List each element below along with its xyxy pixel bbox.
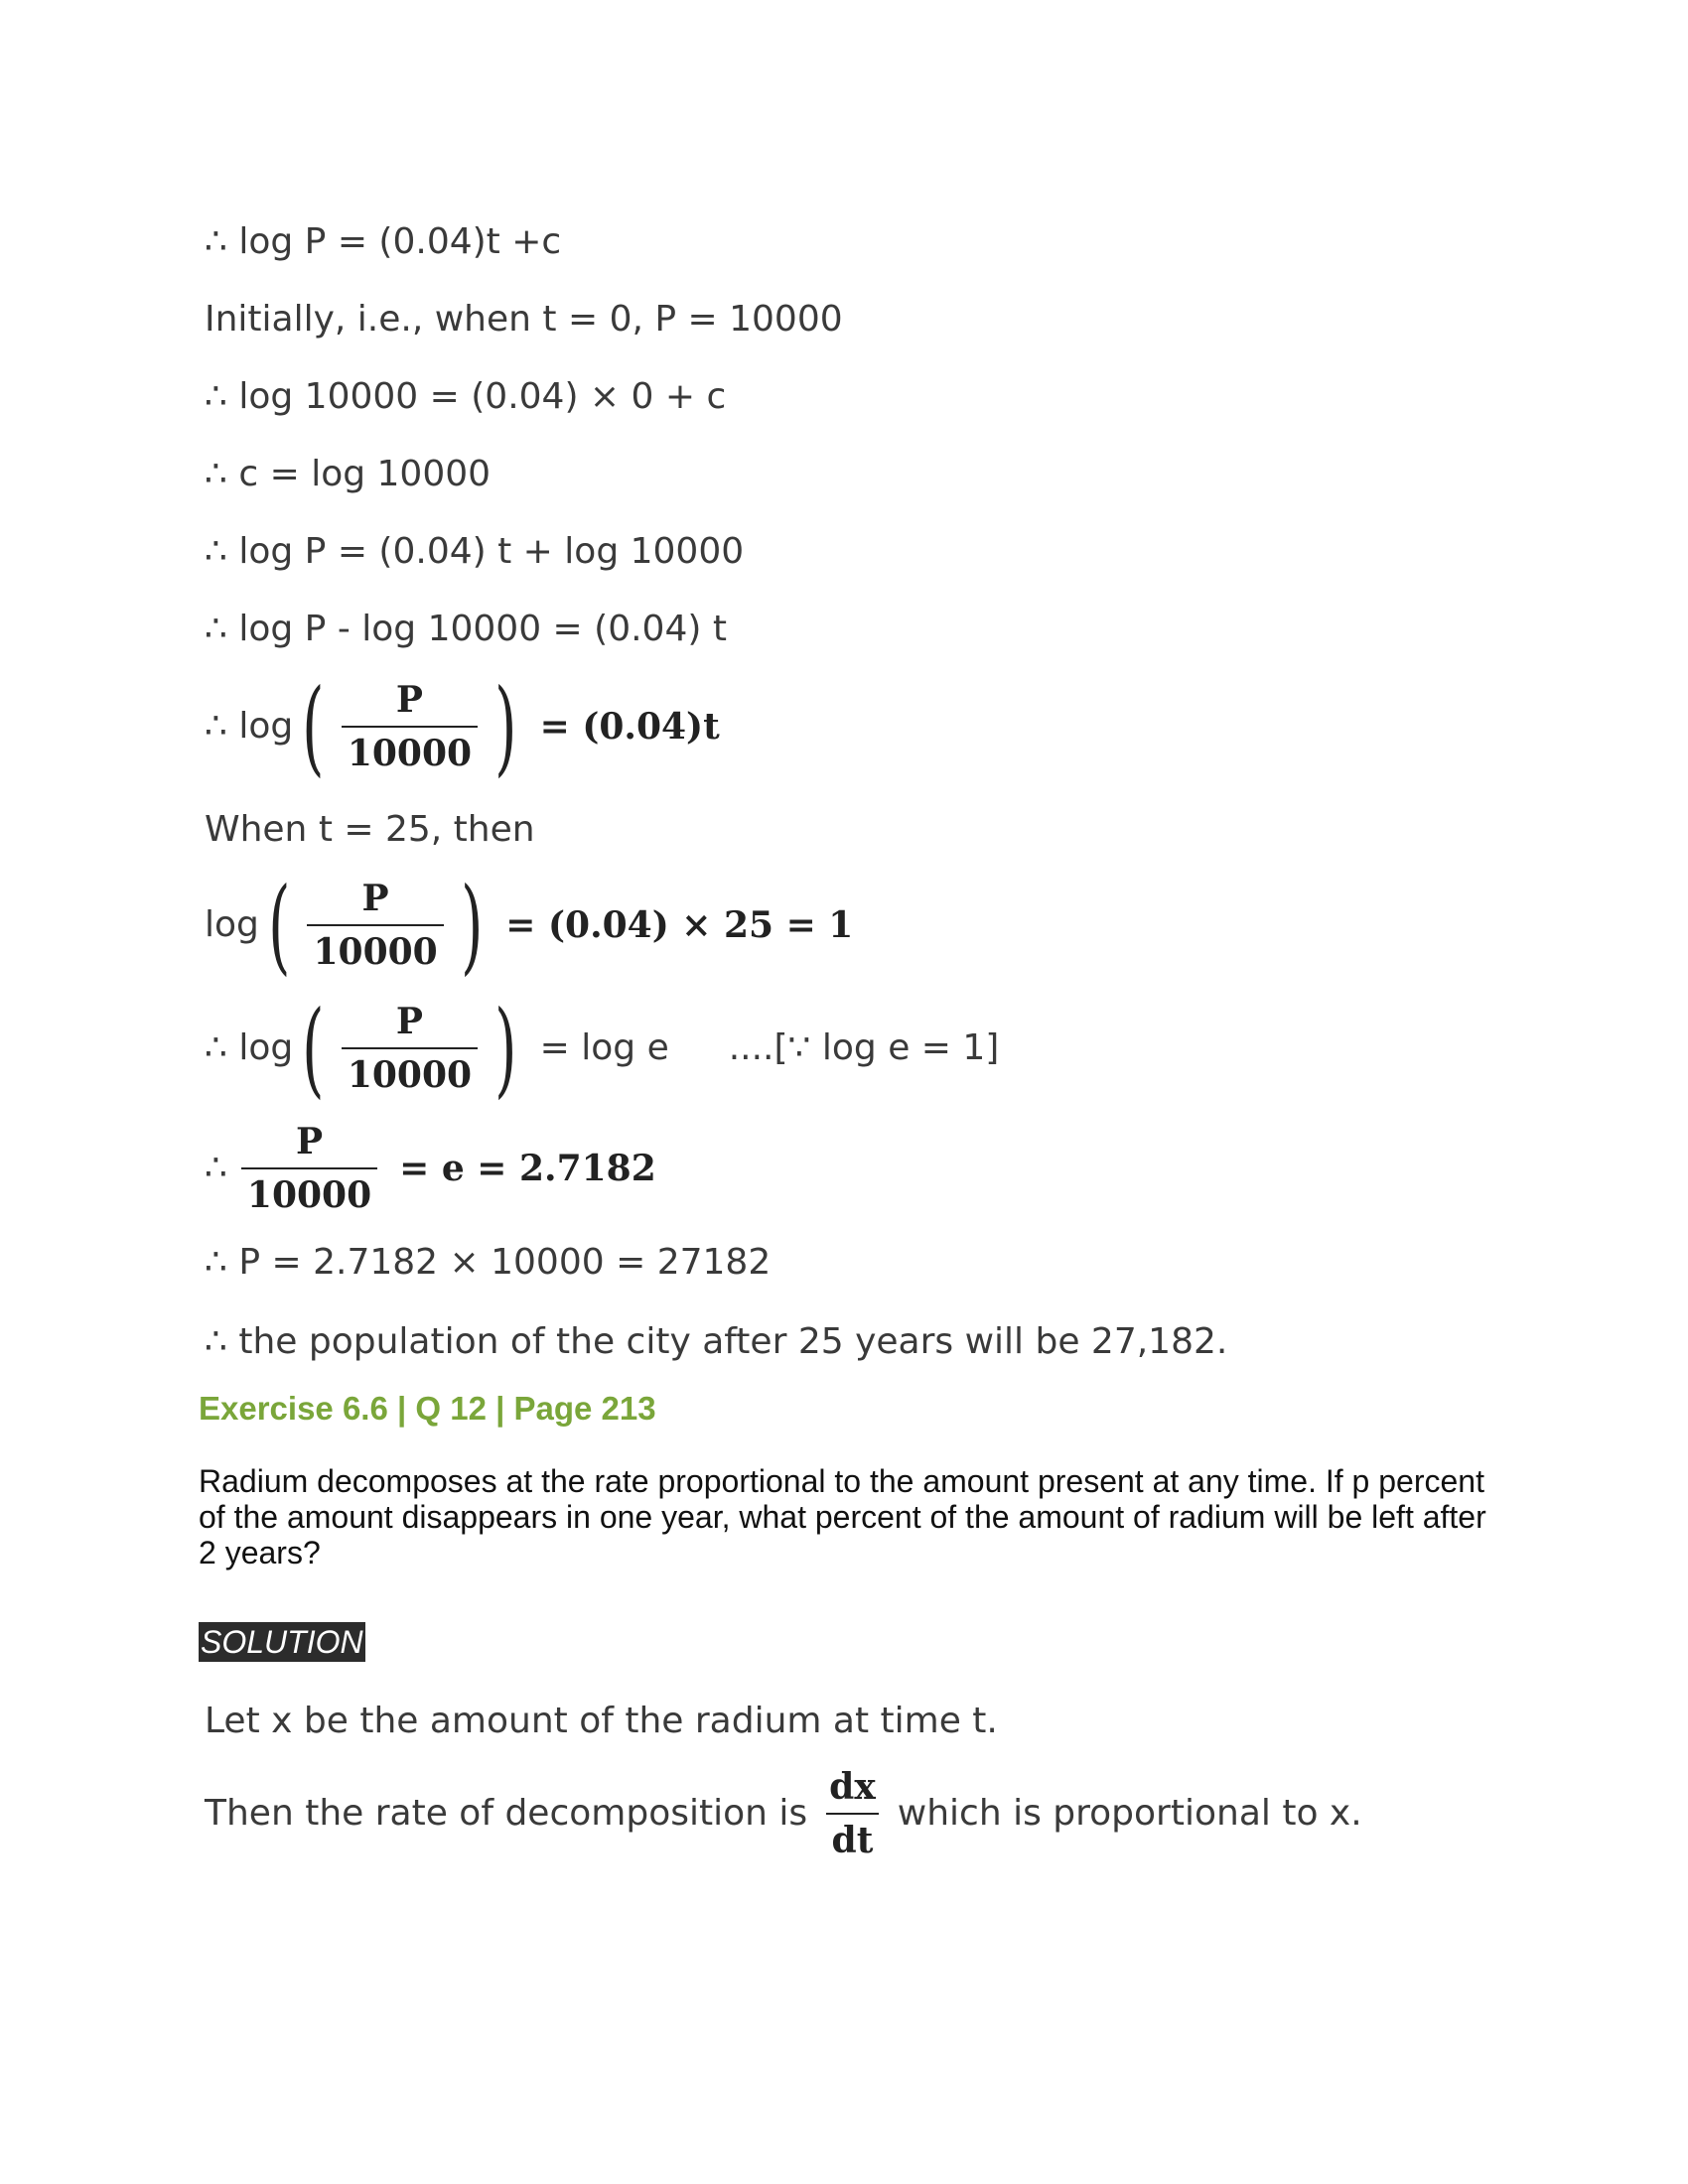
conclusion-line: ∴ the population of the city after 25 years will be 27,182. bbox=[205, 1321, 1228, 1362]
exercise-heading: Exercise 6.6 | Q 12 | Page 213 bbox=[199, 1390, 656, 1427]
log-prefix: log bbox=[205, 904, 259, 945]
derivative-numerator: dx bbox=[829, 1766, 876, 1808]
equation-line-8: When t = 25, then bbox=[205, 809, 535, 850]
equation-line-9 bbox=[205, 865, 854, 986]
equation-line-5: ∴ log P = (0.04) t + log 10000 bbox=[205, 531, 745, 572]
right-paren: ) bbox=[460, 865, 484, 986]
fraction bbox=[241, 1121, 377, 1216]
log-prefix: ∴ log bbox=[205, 706, 294, 747]
right-paren: ) bbox=[494, 666, 517, 787]
fraction-denominator: 10000 bbox=[307, 924, 443, 970]
equation-rhs: = (0.04)t bbox=[539, 706, 720, 748]
fraction-numerator: P bbox=[361, 878, 389, 919]
solution-line-1: Let x be the amount of the radium at time t. bbox=[205, 1701, 998, 1741]
equation-line-3: ∴ log 10000 = (0.04) × 0 + c bbox=[205, 376, 727, 417]
equation-rhs: = e = 2.7182 bbox=[399, 1148, 656, 1189]
fraction bbox=[307, 878, 443, 973]
equation-note: ....[∵ log e = 1] bbox=[728, 1027, 1000, 1068]
fraction-numerator: P bbox=[395, 679, 423, 721]
solution-text-before: Then the rate of decomposition is bbox=[205, 1793, 808, 1834]
left-paren: ( bbox=[268, 865, 291, 986]
equation-line-2: Initially, i.e., when t = 0, P = 10000 bbox=[205, 299, 843, 340]
fraction bbox=[342, 679, 478, 774]
log-prefix: ∴ log bbox=[205, 1027, 294, 1068]
right-paren: ) bbox=[494, 988, 517, 1109]
derivative-fraction bbox=[823, 1766, 882, 1861]
solution-text-after: which is proportional to x. bbox=[897, 1793, 1362, 1834]
equation-line-6: ∴ log P - log 10000 = (0.04) t bbox=[205, 609, 727, 649]
left-paren: ( bbox=[302, 988, 325, 1109]
fraction-denominator: 10000 bbox=[342, 1047, 478, 1093]
therefore-prefix: ∴ bbox=[205, 1148, 227, 1188]
solution-label: SOLUTION bbox=[201, 1624, 363, 1660]
fraction-denominator: 10000 bbox=[241, 1167, 377, 1213]
fraction-numerator: P bbox=[395, 1001, 423, 1042]
left-paren: ( bbox=[302, 666, 325, 787]
solution-line-2 bbox=[205, 1766, 1362, 1861]
fraction bbox=[342, 1001, 478, 1096]
fraction-denominator: 10000 bbox=[342, 726, 478, 771]
equation-line-7 bbox=[205, 666, 720, 787]
fraction-numerator: P bbox=[295, 1121, 324, 1162]
equation-line-12: ∴ P = 2.7182 × 10000 = 27182 bbox=[205, 1242, 772, 1283]
equation-line-11 bbox=[205, 1121, 656, 1216]
derivative-denominator: dt bbox=[826, 1813, 880, 1858]
equation-rhs: = log e bbox=[539, 1027, 669, 1068]
equation-line-1: ∴ log P = (0.04)t +c bbox=[205, 221, 562, 262]
equation-line-4: ∴ c = log 10000 bbox=[205, 454, 492, 494]
equation-line-10 bbox=[205, 988, 1000, 1109]
equation-rhs: = (0.04) × 25 = 1 bbox=[505, 904, 854, 946]
question-text: Radium decomposes at the rate proportional to the amount present at any time. If p percent of the amount disappears in one year, what percent of the amount of radium will be left after 2 years? bbox=[199, 1463, 1486, 1570]
